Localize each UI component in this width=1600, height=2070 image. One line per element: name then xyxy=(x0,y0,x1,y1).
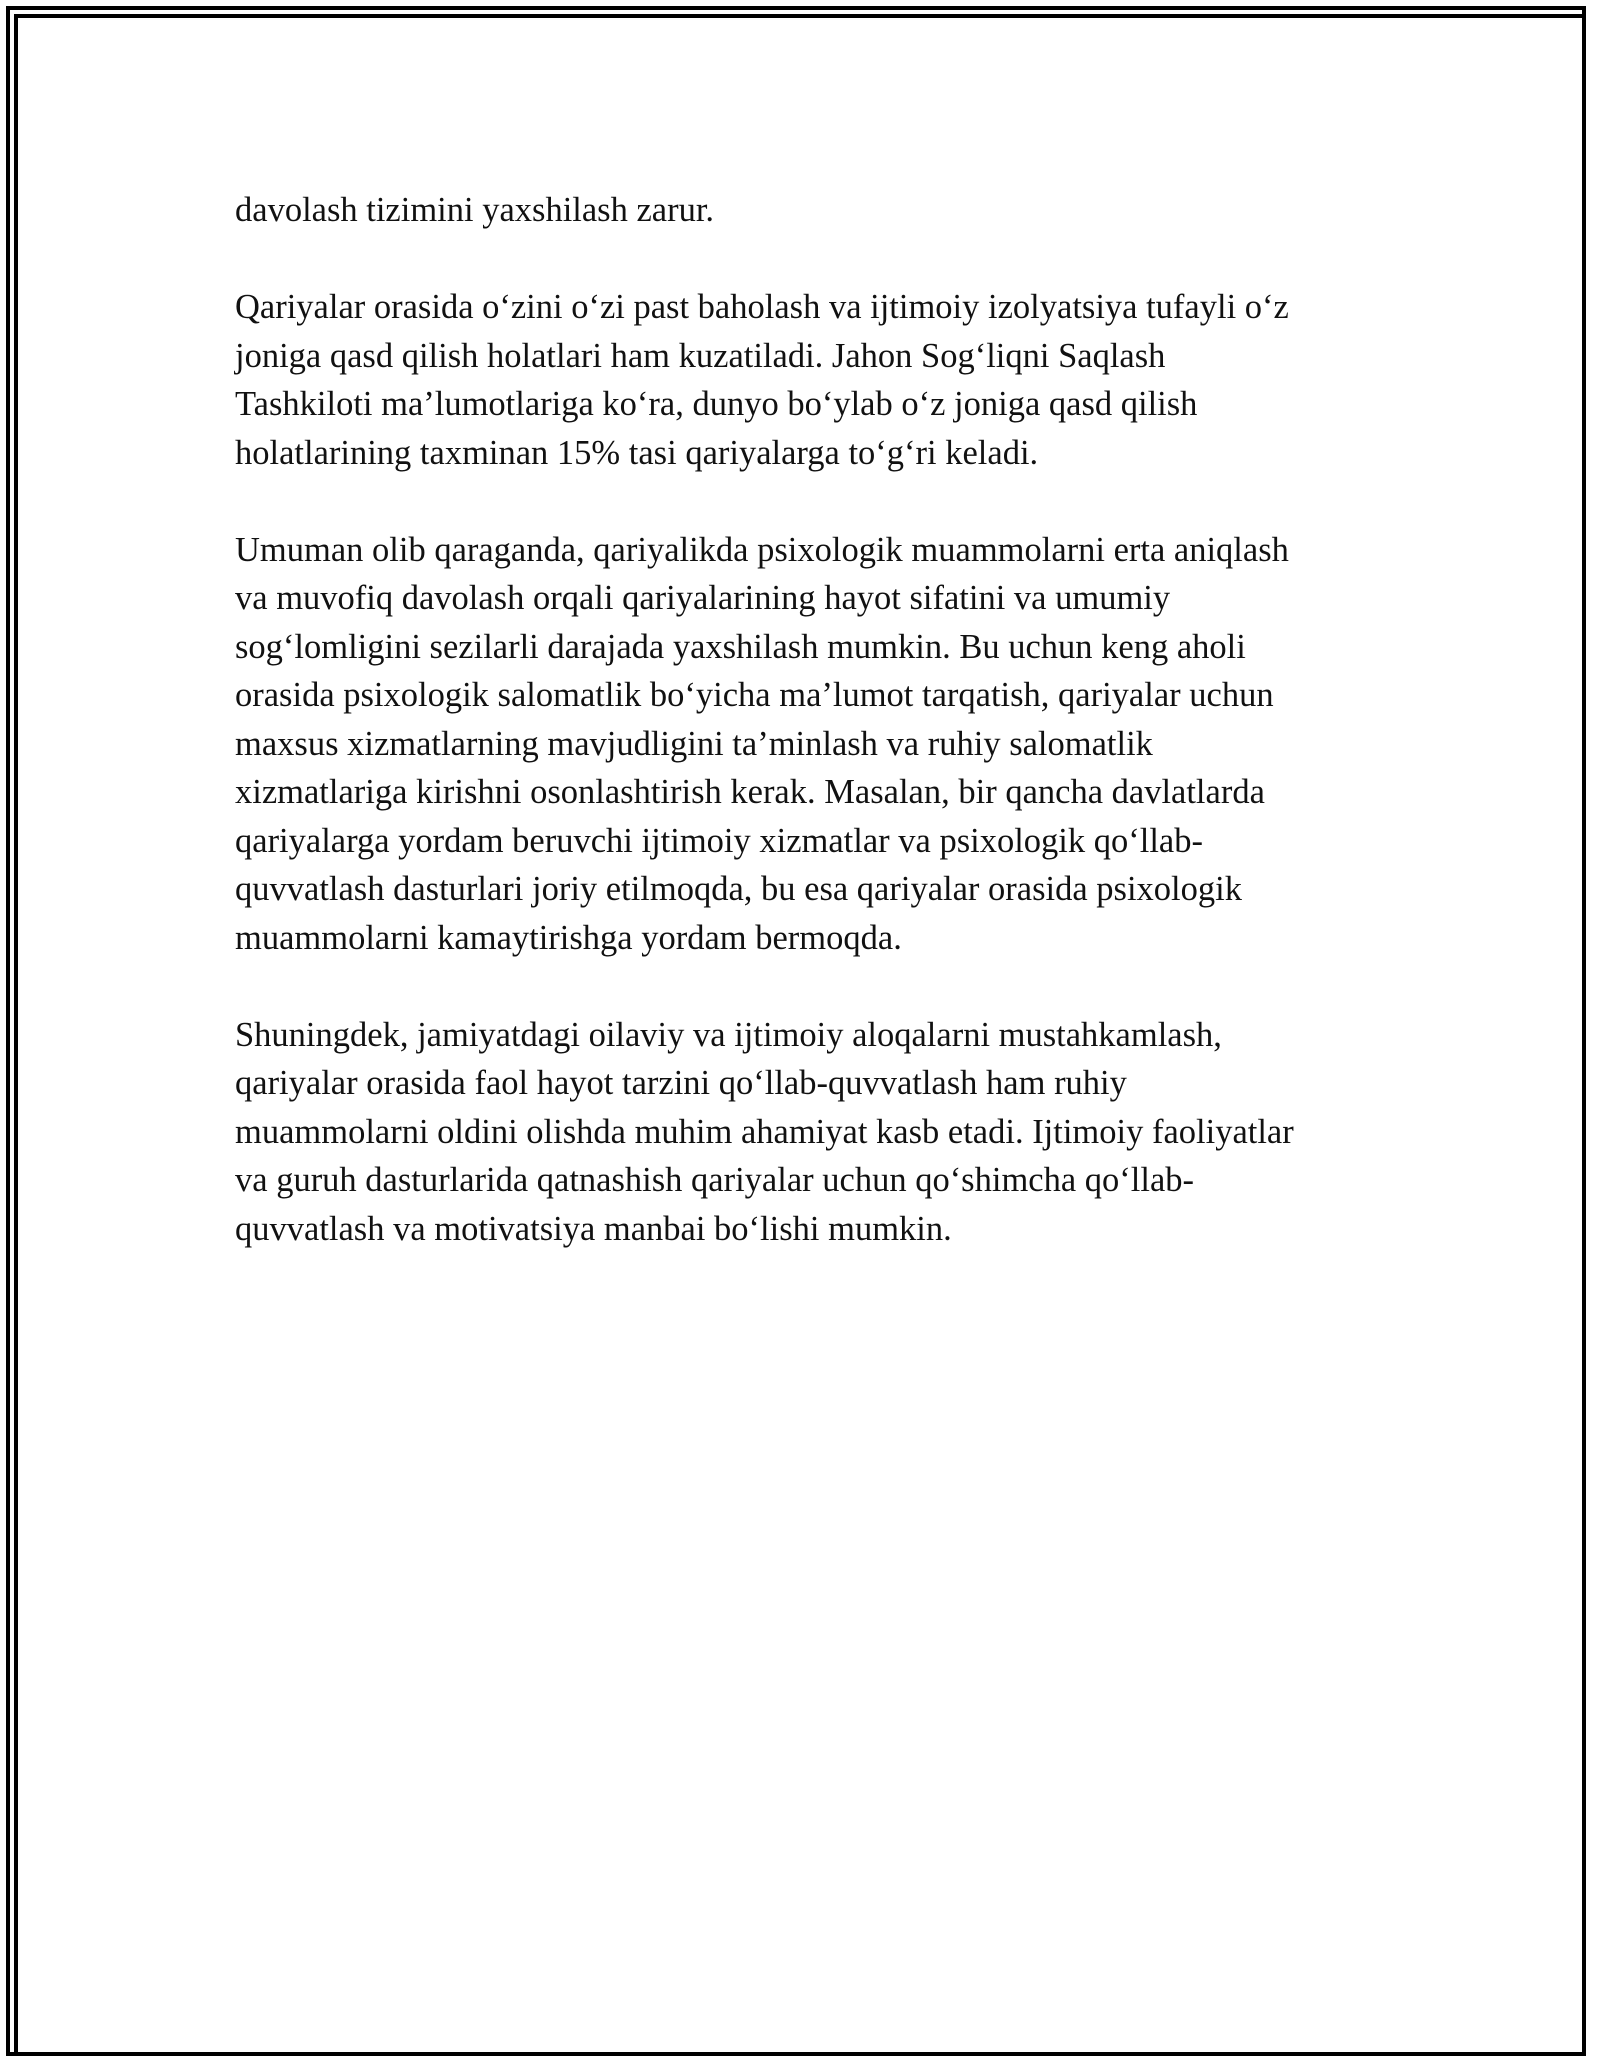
document-body xyxy=(235,186,1375,1302)
paragraph-suicide-statistics: Qariyalar orasida o‘zini o‘zi past baholash va ijtimoiy izolyatsiya tufayli o‘z joniga qasd qilish holatlari ham kuzatiladi. Jahon Sog‘liqni Saqlash Tashkiloti ma’lumotlariga ko‘ra, dunyo bo‘ylab o‘z joniga qasd qilish holatlarining taxminan 15% tasi qariyalarga to‘g‘ri keladi. xyxy=(235,288,1289,472)
paragraph-social-ties: Shuningdek, jamiyatdagi oilaviy va ijtimoiy aloqalarni mustahkamlash, qariyalar orasida faol hayot tarzini qo‘llab-quvvatlash ham ruhiy muammolarni oldini olishda muhim ahamiyat kasb etadi. Ijtimoiy faoliyatlar va guruh dasturlarida qatnashish qariyalar uchun qo‘shimcha qo‘llab- quvvatlash va motivatsiya manbai bo‘lishi mumkin. xyxy=(235,1015,1294,1248)
paragraph-continuation: davolash tizimini yaxshilash zarur. xyxy=(235,191,715,229)
paragraph-early-diagnosis: Umuman olib qaraganda, qariyalikda psixologik muammolarni erta aniqlash va muvofiq davolash orqali qariyalarining hayot sifatini va umumiy sog‘lomligini sezilarli darajada yaxshilash mumkin. Bu uchun keng aholi orasida psixologik salomatlik bo‘yicha ma’lumot tarqatish, qariyalar uchun maxsus xizmatlarning mavjudligini ta’minlash va ruhiy salomatlik xizmatlariga kirishni osonlashtirish kerak. Masalan, bir qancha davlatlarda qariyalarga yordam beruvchi ijtimoiy xizmatlar va psixologik qo‘llab- quvvatlash dasturlari joriy etilmoqda, bu esa qariyalar orasida psixologik muammolarni kamaytirishga yordam bermoqda. xyxy=(235,530,1289,957)
